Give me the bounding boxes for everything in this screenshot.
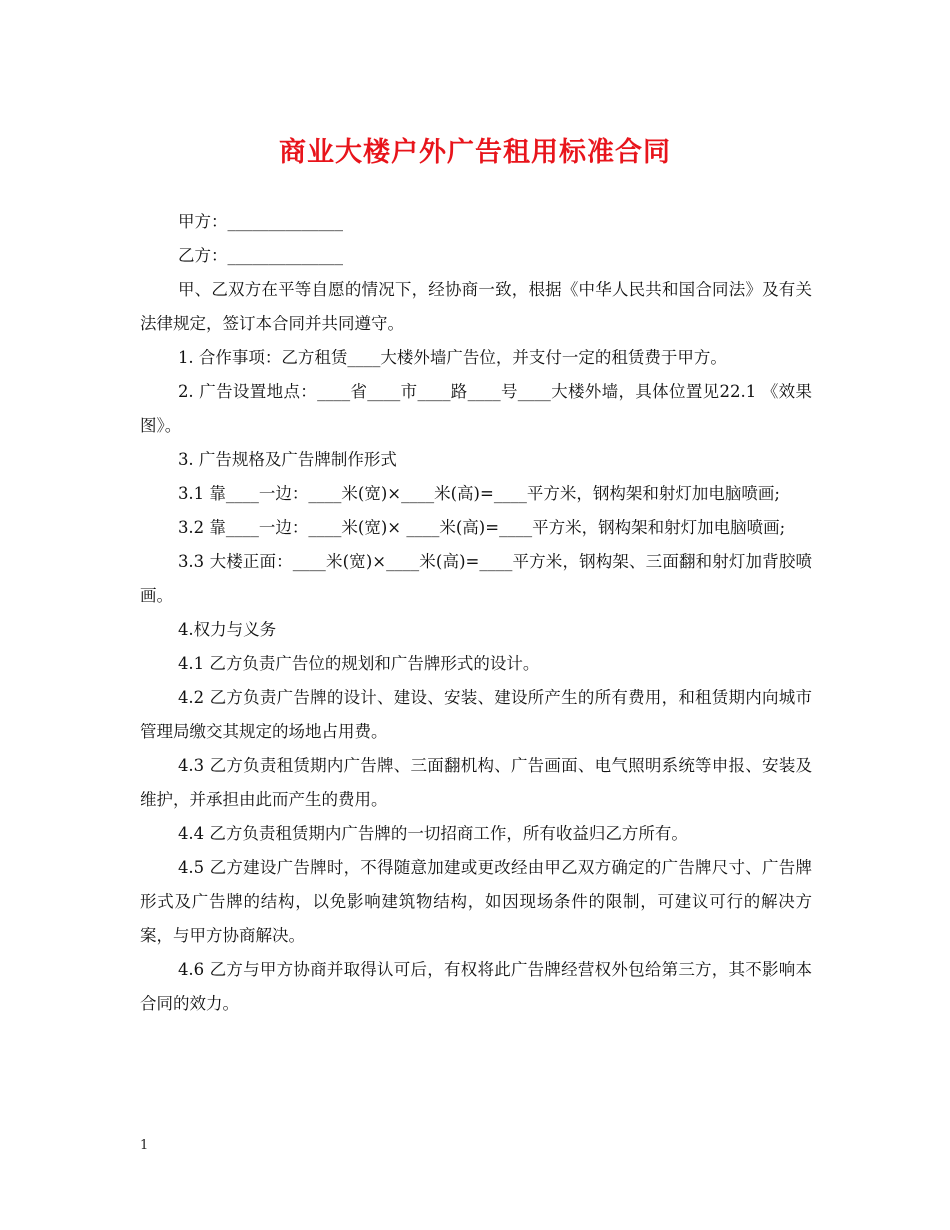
clause-4-6: 4.6 乙方与甲方协商并取得认可后，有权将此广告牌经营权外包给第三方，其不影响本合同的效力。 <box>140 960 812 1013</box>
clause-4-4: 4.4 乙方负责租赁期内广告牌的一切招商工作，所有收益归乙方所有。 <box>177 824 688 843</box>
clause-4-heading: 4.权力与义务 <box>177 620 277 639</box>
clause-3-heading: 3. 广告规格及广告牌制作形式 <box>177 450 397 469</box>
clause-1: 1. 合作事项：乙方租赁____大楼外墙广告位，并支付一定的租赁费于甲方。 <box>177 348 727 367</box>
document-body <box>140 205 812 1021</box>
clause-3-3: 3.3 大楼正面：____米(宽)×____米(高)=____平方米，钢构架、三面翻和射灯加背胶喷画。 <box>140 552 812 605</box>
clause-4-3: 4.3 乙方负责租赁期内广告牌、三面翻机构、广告画面、电气照明系统等申报、安装及维护，并承担由此而产生的费用。 <box>140 756 812 809</box>
clause-4-2: 4.2 乙方负责广告牌的设计、建设、安装、建设所产生的所有费用，和租赁期内向城市管理局缴交其规定的场地占用费。 <box>140 688 812 741</box>
clause-3-1: 3.1 靠____一边：____米(宽)×____米(高)=____平方米，钢构架和射灯加电脑喷画; <box>177 484 780 503</box>
preamble-paragraph: 甲、乙双方在平等自愿的情况下，经协商一致，根据《中华人民共和国合同法》及有关法律规定，签订本合同并共同遵守。 <box>140 280 812 333</box>
clause-3-2: 3.2 靠____一边：____米(宽)× ____米(高)=____平方米，钢构架和射灯加电脑喷画; <box>177 518 786 537</box>
clause-4-1: 4.1 乙方负责广告位的规划和广告牌形式的设计。 <box>177 654 540 673</box>
party-a-line: 甲方：______________ <box>177 212 343 231</box>
party-b-line: 乙方：______________ <box>177 246 343 265</box>
clause-2: 2. 广告设置地点：____省____市____路____号____大楼外墙，具体位置见22.1 《效果图》。 <box>140 382 812 435</box>
page-number: 1 <box>140 1138 149 1153</box>
document-title: 商业大楼户外广告租用标准合同 <box>279 137 671 168</box>
clause-4-5: 4.5 乙方建设广告牌时，不得随意加建或更改经由甲乙双方确定的广告牌尺寸、广告牌形式及广告牌的结构，以免影响建筑物结构，如因现场条件的限制，可建议可行的解决方案，与甲方协商解决。 <box>140 858 812 945</box>
